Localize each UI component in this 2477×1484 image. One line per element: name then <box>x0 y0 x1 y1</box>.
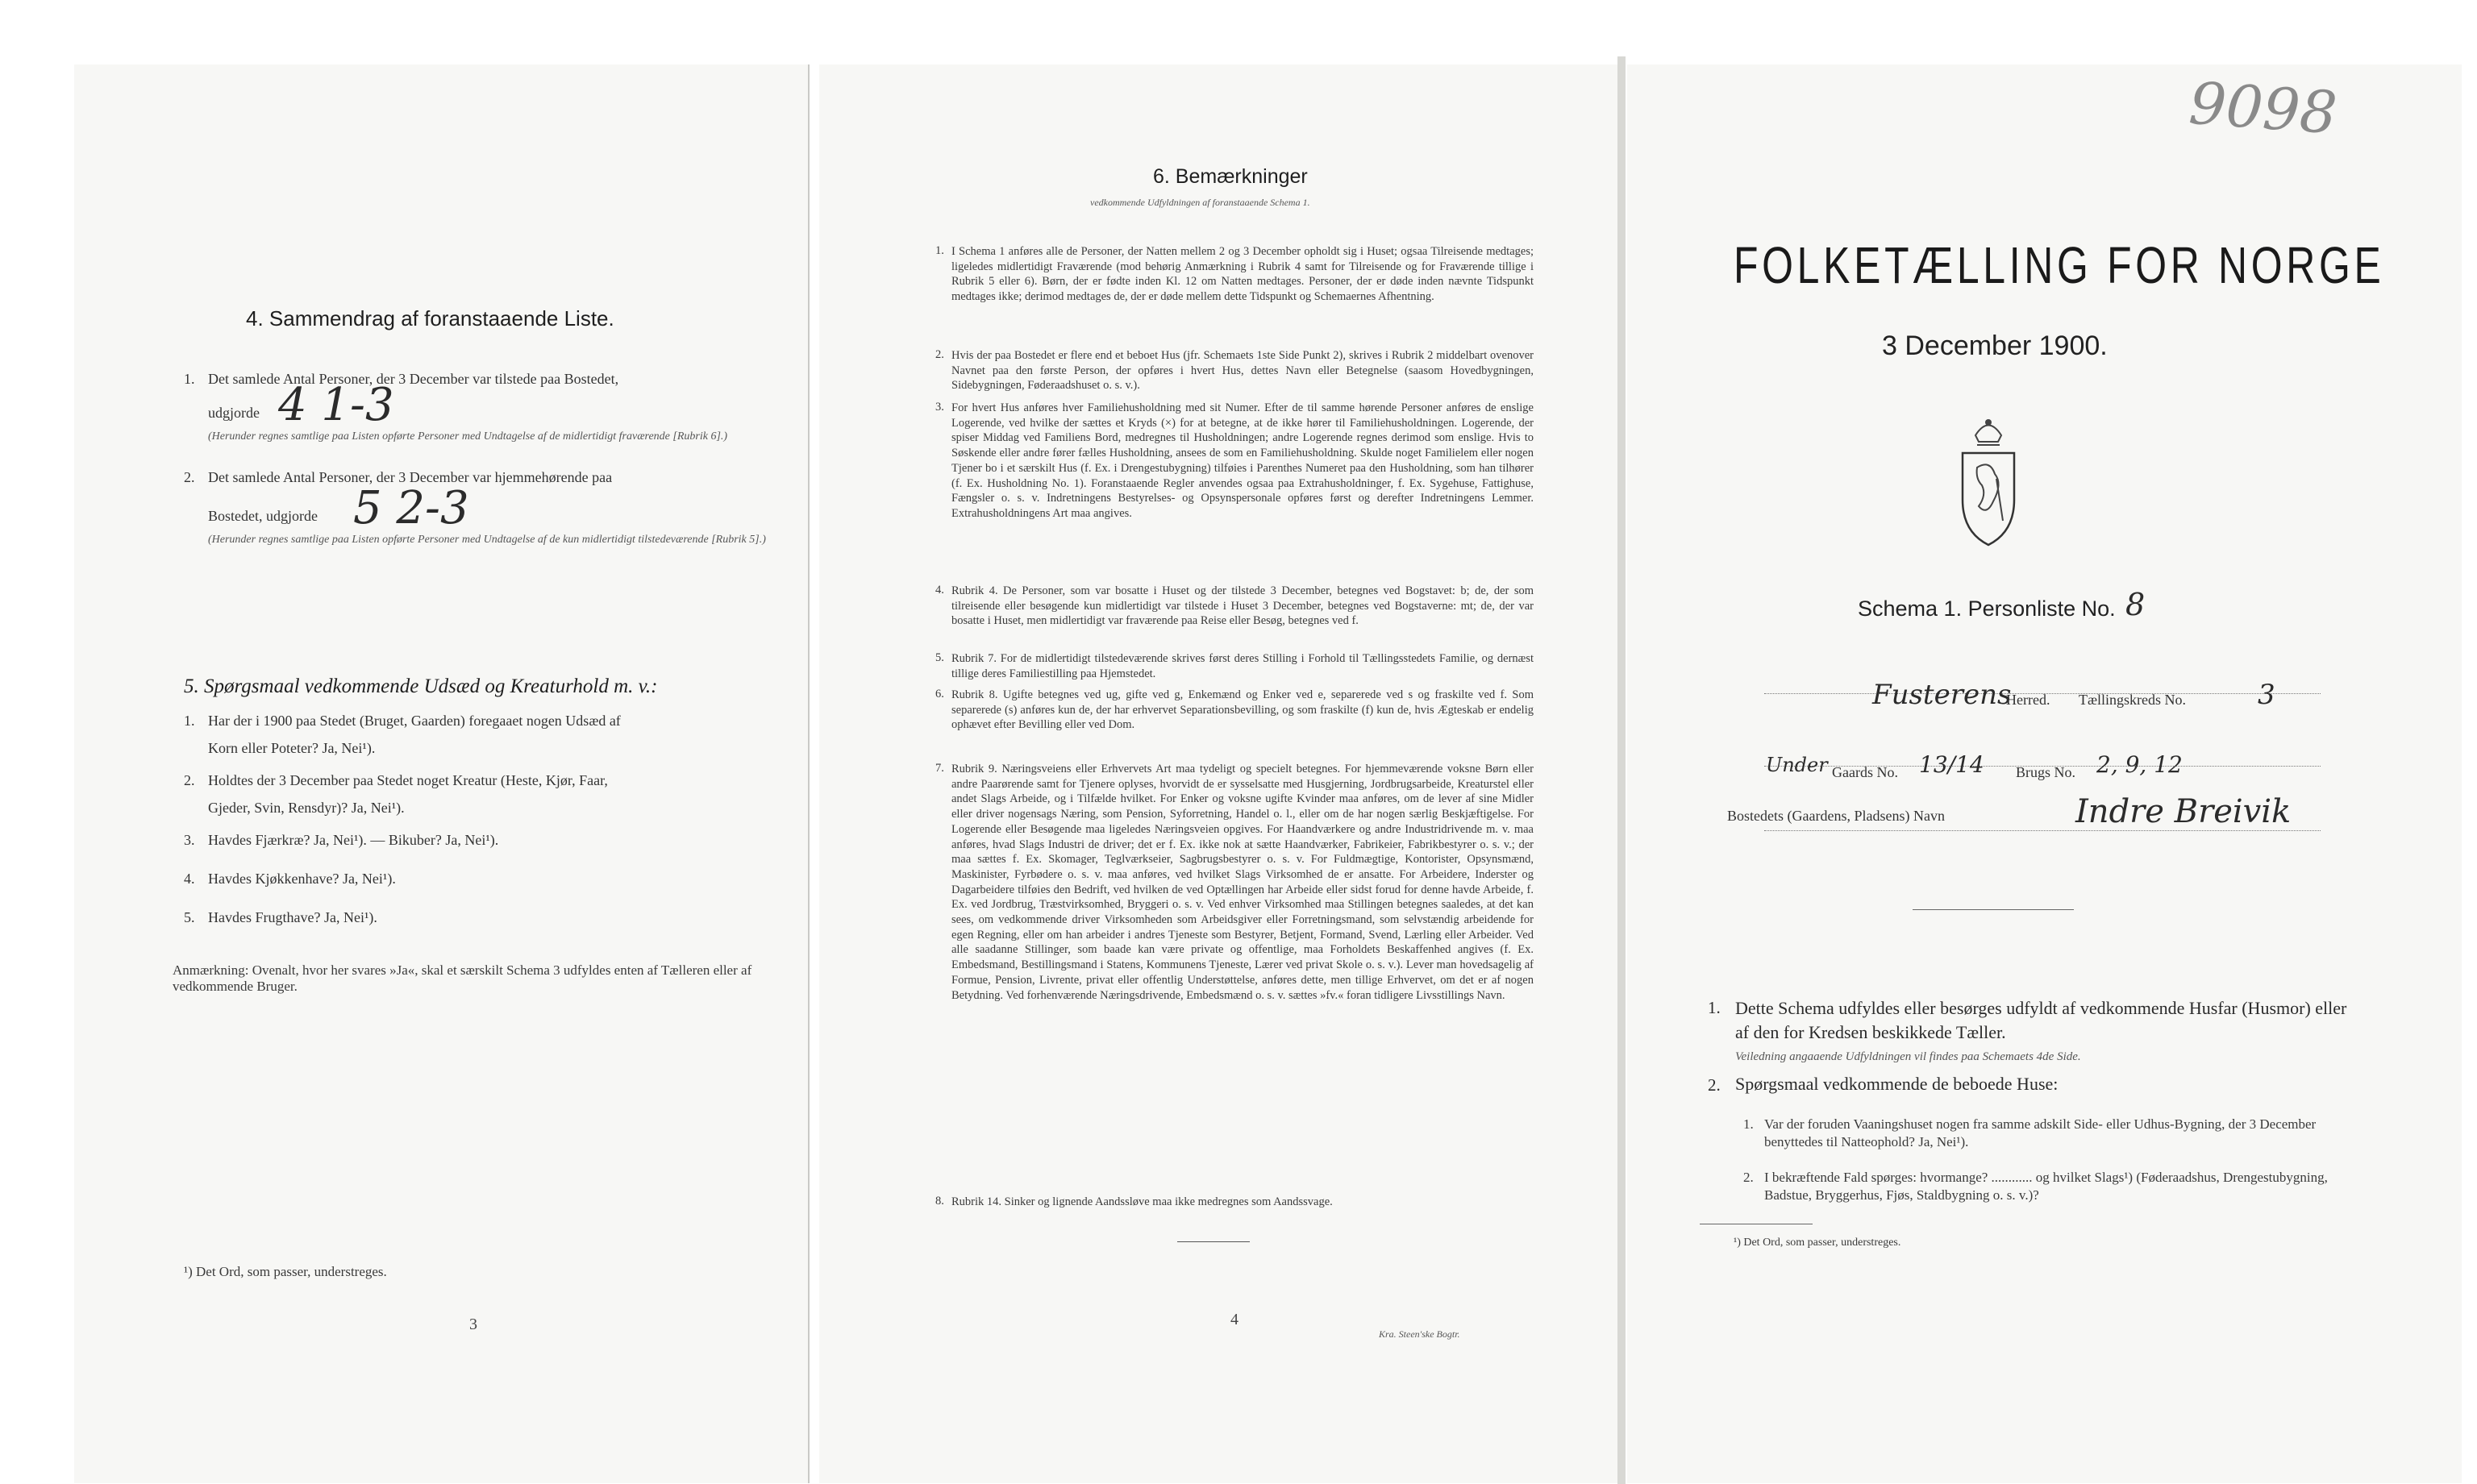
question-number: 1. <box>184 713 195 729</box>
coat-of-arms-icon <box>1958 411 2019 548</box>
item-1-prefix: udgjorde <box>208 405 260 421</box>
house-question-number: 2. <box>1743 1170 1754 1185</box>
census-title: FOLKETÆLLING FOR NORGE <box>1734 236 2385 294</box>
printer-mark: Kra. Steen'ske Bogtr. <box>1379 1328 1460 1340</box>
item-1-number: 1. <box>184 371 195 387</box>
section-4-title: 4. Sammendrag af foranstaaende Liste. <box>246 306 614 330</box>
instruction-number: 1. <box>1708 998 1721 1017</box>
gaards-label: Gaards No. <box>1832 764 1898 780</box>
remark-item: I Schema 1 anføres alle de Personer, der Natten mellem 2 og 3 December opholdt sig i Huset; ogsaa Tilreisende medtages; ligeledes midlertidigt Fraværende (mod behørig Anmærkning i Rubrik 4 samt for Tilreisende og for Fraværende tillige i Rubrik 5 eller 6). Børn, der er fødte inden Kl. 12 om Natten medtages. Personer, der er døde inden nævnte Tidspunkt medtages ikke; derimod medtages de, der er døde mellem dette Tidspunkt og Schemaernes Afhentning. <box>951 245 1534 304</box>
brugs-label: Brugs No. <box>2016 764 2076 780</box>
house-question-text: I bekræftende Fald spørges: hvormange? ............ og hvilket Slags¹) (Føderaadshus, Drengestubygning, Badstue, Bryggerhus, Fjøs, Staldbygning o. s. v.)? <box>1764 1170 2328 1203</box>
kreds-value: 3 <box>2258 679 2275 711</box>
remarks-subtitle: vedkommende Udfyldningen af foranstaaende Schema 1. <box>1090 197 1310 208</box>
remark-number: 5. <box>935 651 944 664</box>
remark-item: Rubrik 14. Sinker og lignende Aandssløve maa ikke medregnes som Aandssvage. <box>951 1195 1333 1208</box>
question-line: Havdes Kjøkkenhave? Ja, Nei¹). <box>208 871 396 887</box>
ornament-divider <box>1913 909 2074 910</box>
under-value: Under <box>1766 754 1828 776</box>
instruction-sub: Veiledning angaaende Udfyldningen vil findes paa Schemaets 4de Side. <box>1735 1050 2081 1063</box>
question-line: Havdes Fjærkræ? Ja, Nei¹). — Bikuber? Ja, Nei¹). <box>208 832 499 848</box>
remarks-title: 6. Bemærkninger <box>1153 165 1308 188</box>
schema-number: 8 <box>2125 587 2146 622</box>
question-line: Havdes Frugthave? Ja, Nei¹). <box>208 909 377 925</box>
item-1-text: Det samlede Antal Personer, der 3 December var tilstede paa Bostedet, <box>208 371 619 387</box>
remark-number: 8. <box>935 1195 944 1208</box>
remark-item: Rubrik 4. De Personer, som var bosatte i Huset og der tilstede 3 December, betegnes ved Bogstavet: b; de, der som tilreisende eller besøgende kun midlertidigt var tilstede i Huset 3 December, betegnes ved Bogstaverne: mt; de, der var bosatte i Huset, men midlertidigt var fraværende paa Reise eller Besøg, betegnes ved f. <box>951 584 1534 628</box>
remark-number: 2. <box>935 348 944 361</box>
question-line: Korn eller Poteter? Ja, Nei¹). <box>208 740 376 756</box>
house-question-text: Var der foruden Vaaningshuset nogen fra samme adskilt Side- eller Udhus-Bygning, der 3 December benyttedes til Natteophold? Ja, Nei¹). <box>1764 1116 2317 1149</box>
question-item <box>184 869 781 908</box>
section-5-title: 5. Spørgsmaal vedkommende Udsæd og Kreaturhold m. v.: <box>184 675 658 697</box>
house-question-number: 1. <box>1743 1116 1754 1132</box>
herred-label: Herred. <box>2006 692 2050 708</box>
right-footnote: ¹) Det Ord, som passer, understreges. <box>1734 1237 1901 1249</box>
question-line: Har der i 1900 paa Stedet (Bruget, Gaarden) foregaaet nogen Udsæd af <box>208 713 621 729</box>
item-1-note: (Herunder regnes samtlige paa Listen opførte Personer med Undtagelse af de midlertidigt fraværende [Rubrik 6].) <box>208 430 728 443</box>
instruction-text: Dette Schema udfyldes eller besørges udfyldt af vedkommende Husfar (Husmor) eller af den for Kredsen beskikkede Tæller. <box>1735 998 2347 1042</box>
bosted-row <box>1764 830 2321 831</box>
remark-item: For hvert Hus anføres hver Familiehusholdning med sit Numer. Efter de til samme hørende Personer anføres de enslige Logerende, ved hvilke der sættes et Kryds (×) for at betegne, at de ikke hører til Familiehusholdningen. Logerende, der spiser Middag ved Familiens Bord, medregnes til Husholdningen; andre Logerende regnes derimod som enslige. Hvis to Søskende eller andre fører fælles Husholdning, ansees de som en Familiehusholdning. Skulde noget Familielem eller nogen Tjener bo i et særskilt Hus (f. Ex. i Drengestubygning) tilføies i Parenthes Numeret paa den Husholdning, som han tilhører (f. Ex. Husholdning No. 1). Foranstaaende Regler anvendes ogsaa paa Extrahusholdninger, f. Ex. Sygehuse, Fattighuse, Fængsler o. s. v. Indretningens Bestyrelses- og Opsynspersonale opføres først og derefter Indretningens Lemmer. Extrahusholdningens Art maa angives. <box>951 401 1534 520</box>
question-item <box>184 908 781 946</box>
remark-item: Rubrik 9. Næringsveiens eller Erhvervets Art maa tydeligt og specielt betegnes. For hjemmeværende voksne Børn eller andre Paarørende samt for Tjenere oplyses, hvorvidt de er sysselsatte med Husgjerning, Jordbrugsarbeide, Kreaturstel eller andet Slags Arbeide, og i Tilfælde hvilket. For Enker og voksne ugifte Kvinder maa anføres, om de lever af sine Midler eller driver nogensags Næring, som Pension, Syforretning, Handel o. l., eller om de har nogen særlig Beskjæftigelse. For Logerende eller Besøgende maa ligeledes Næringsveien opgives. For Haandværkere og andre Industridrivende m. v. maa anføres, hvad Slags Industri de driver; det er f. Ex. ikke nok at sætte Haandværker, Fabrikeier, Fabrikbestyrer o. s. v.; der maa sættes f. Ex. Skomager, Teglværkseier, Sagbrugsbestyrer o. s. v. For Fuldmægtige, Kontorister, Opsynsmænd, Maskinister, Fyrbødere o. s. v. maa anføres, ved hvilket Slags Virksomhed de er ansatte. For Arbeidere, Inderster og Dagarbeidere tilføies den Bedrift, ved hvilken de ved Optællingen har Arbeide eller sidst forud for denne havde Arbeide, f. Ex. ved Jordbrug, Træstvirksomhed, Bryggeri o. s. v. Ved enhver Virksomhed maa Stillingen betegnes saaledes, at det kan sees, om vedkommende driver Virksomheden som Arbeidsgiver eller Forretningsmand, som selvstændig arbeidende for egen Regning, eller om han arbeider i andres Tjeneste som Bestyrer, Betjent, Formand, Svend, Lærling eller Arbeider. Ved alle saadanne Stillinger, som baade kan være private og offentlige, maa Forholdets Beskaffenhed angives (f. Ex. Embedsmand, Bestillingsmand i Statens, Kommunens Tjeneste, Lærer ved privat Skole o. s. v.). Lever man hovedsagelig af Formue, Pension, Livrente, privat eller offentlig Understøttelse, anføres dette, men tillige Erhvervet, om det er af nogen Betydning. Ved forhenværende Næringsdrivende, Embedsmænd o. s. v. sættes »fv.« foran tidligere Livsstillings Navn. <box>951 763 1534 1002</box>
page-fold <box>1617 56 1626 1484</box>
question-item <box>184 830 781 869</box>
census-date: 3 December 1900. <box>1882 330 2108 361</box>
question-number: 4. <box>184 871 195 887</box>
left-page-number: 3 <box>469 1316 477 1333</box>
remark-number: 7. <box>935 762 944 775</box>
question-number: 3. <box>184 832 195 848</box>
divider <box>1177 1241 1250 1242</box>
brugs-value: 2, 9, 12 <box>2096 751 2183 778</box>
item-1-value: 4 1-3 <box>278 379 394 431</box>
question-number: 2. <box>184 772 195 788</box>
schema-label: Schema 1. Personliste No. <box>1858 597 2116 621</box>
remark-item: Hvis der paa Bostedet er flere end et beboet Hus (jfr. Schemaets 1ste Side Punkt 2), skrives i Rubrik 2 middelbart ovenover Navnet paa den første Person, der opføres i hvert Hus, dettes Navn eller Betegnelse (saasom Hovedbygningen, Sidebygningen, Føderaadshuset o. s. v.). <box>951 349 1534 393</box>
remark-number: 1. <box>935 244 944 257</box>
question-item <box>184 711 781 771</box>
bosted-value: Indre Breivik <box>2075 793 2292 830</box>
item-2-prefix: Bostedet, udgjorde <box>208 508 318 524</box>
question-list <box>184 711 781 946</box>
anmaerkning: Anmærkning: Ovenalt, hvor her svares »Ja«, skal et særskilt Schema 3 udfyldes enten af Tælleren eller af vedkommende Bruger. <box>173 962 752 994</box>
item-2-text: Det samlede Antal Personer, der 3 December var hjemmehørende paa <box>208 469 613 485</box>
question-number: 5. <box>184 909 195 925</box>
item-2-value: 5 2-3 <box>353 482 469 534</box>
remark-item: Rubrik 8. Ugifte betegnes ved ug, gifte ved g, Enkemænd og Enker ved e, separerede ved s og fraskilte ved f. Som separerede (s) anføres kun de, der har erhvervet Separationsbevilling, og som fraskilte (f) kun de, hvis Ægteskab er endelig ophævet efter Bevilling eller ved Dom. <box>951 688 1534 732</box>
question-item <box>184 771 781 830</box>
remark-number: 6. <box>935 688 944 700</box>
remark-number: 4. <box>935 584 944 597</box>
question-line: Holdtes der 3 December paa Stedet noget Kreatur (Heste, Kjør, Faar, <box>208 772 608 788</box>
instruction-number: 2. <box>1708 1075 1721 1095</box>
archive-number: 9098 <box>2187 69 2339 148</box>
kreds-label: Tællingskreds No. <box>2079 692 2186 708</box>
bosted-label: Bostedets (Gaardens, Pladsens) Navn <box>1727 808 1945 824</box>
item-2-note: (Herunder regnes samtlige paa Listen opførte Personer med Undtagelse af de kun midlertidigt tilstedeværende [Rubrik 5].) <box>208 534 766 546</box>
herred-value: Fusterens <box>1872 679 2012 711</box>
question-line: Gjeder, Svin, Rensdyr)? Ja, Nei¹). <box>208 800 405 816</box>
left-footnote: ¹) Det Ord, som passer, understreges. <box>184 1264 387 1279</box>
gaards-value: 13/14 <box>1919 751 1984 778</box>
instruction-text: Spørgsmaal vedkommende de beboede Huse: <box>1735 1074 2059 1094</box>
item-2-number: 2. <box>184 469 195 485</box>
middle-page-number: 4 <box>1230 1311 1238 1328</box>
remark-number: 3. <box>935 401 944 414</box>
remark-item: Rubrik 7. For de midlertidigt tilstedeværende skrives først deres Stilling i Forhold til Tællingsstedets Familie, og dernæst tillige deres Familiestilling paa Hjemstedet. <box>951 652 1534 680</box>
